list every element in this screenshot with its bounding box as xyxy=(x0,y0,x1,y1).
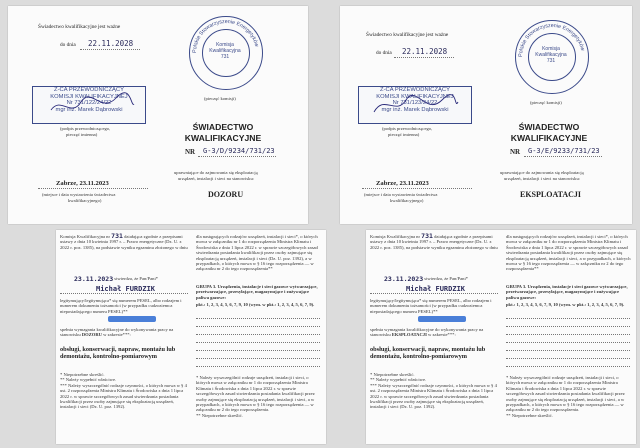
seal-center-1: Komisja xyxy=(216,42,234,48)
devices-note-2: ** Niepotrzebne skreślić. xyxy=(506,412,553,418)
note-2: ** Należy wypełnić właściwe. xyxy=(370,377,427,383)
redaction-bar xyxy=(108,316,156,322)
group-points: pkt.: 1, 2, 3, 4, 5, 6, 7, 9, 10 (wym. w pkt.: 1, 2, 3, 4, 5, 6, 7, 9). xyxy=(196,302,315,307)
devices-intro: dla następujących rodzajów urządzeń, instalacji i sieci*, o których mowa w załączniku nr 1 do rozporządzenia Ministra Klimatu i Środowiska z dnia 1 lipca 2022 r. w sprawie szczegółowych zasad stwierdzania posiadania kwalifikacji przez osoby zajmujące się eksploatacją urządzeń, instalacji i sieci, a w przypadkach, o których mowa w § 16 tego rozporządzenia — w załączniku nr 2 do tego rozporządzenia** xyxy=(506,234,631,272)
authorization-line-2: urządzeń, instalacji i sieci na stanowisku: xyxy=(504,176,581,181)
note-1: * Niepotrzebne skreślić. xyxy=(60,372,105,377)
meets-text: spełnia wymagania kwalifikacyjne do wykonywania pracy na stanowisku xyxy=(60,327,174,338)
svg-text:Polskie Stowarzyszenie Energet: Polskie Stowarzyszenie Energetyków xyxy=(191,18,260,54)
validity-until-label: do dnia xyxy=(376,50,392,56)
seal-center-2: Kwalifikacyjna xyxy=(535,52,567,58)
redaction-bar xyxy=(418,316,466,322)
position-title: EKSPLOATACJI xyxy=(520,190,582,199)
person-name: Michał FURDZIK xyxy=(406,285,466,293)
seal-center-3: 731 xyxy=(220,54,230,60)
group-points: pkt.: 1, 2, 3, 4, 5, 6, 7, 9, 10 (wym. w pkt.: 1, 2, 3, 4, 5, 6, 7, 9). xyxy=(506,302,625,307)
title-line-1: ŚWIADECTWO xyxy=(518,122,580,132)
stamp-line-1: Z-CA PRZEWODNICZĄCY xyxy=(54,87,124,93)
authorization-line-1: uprawniające do zajmowania się eksploatacją xyxy=(500,170,584,175)
validity-label: Świadectwo kwalifikacyjne jest ważne xyxy=(38,24,121,30)
devices-note-1: * Należy wyszczególnić rodzaje urządzeń, instalacji i sieci, o których mowa w załączniku nr 1 do rozporządzenia Ministra Klimatu i Środowiska z dnia 1 lipca 2022 r. w sprawie szczegółowych zasad stwierdzania posiadania kwalifikacji przez osoby zajmujące się eksploatacją urządzeń, instalacji i sieci, a w przypadkach, o których mowa w § 16 tego rozporządzenia — w załączniku nr 2 do tego rozporządzenia. xyxy=(196,375,315,413)
certificate-number: G-3/D/9234/731/23 xyxy=(203,147,275,155)
meets-text: spełnia wymagania kwalifikacyjne do wykonywania pracy na stanowisku xyxy=(370,327,484,338)
place-caption-2: kwalifikacyjnego) xyxy=(68,198,102,203)
title-line-2: KWALIFIKACYJNE xyxy=(184,133,262,143)
validity-date: 22.11.2028 xyxy=(88,39,134,48)
commission-number: 731 xyxy=(111,232,123,240)
title-line-1: ŚWIADECTWO xyxy=(192,122,254,132)
chair-caption-2: pieczęć imienna) xyxy=(388,132,420,137)
commission-label: Komisja Kwalifikacyjna nr xyxy=(60,234,111,239)
note-3: *** Należy wyszczególnić rodzaje czynności, o których mowa w § 4 ust. 2 rozporządzenia Ministra Klimatu i Środowiska z dnia 1 lipca 2022 r. w sprawie szczegółowych zasad stwierdzania posiadania kwalifikacji przez osoby zajmujące się eksploatacją urządzeń, instalacji i sieci (Dz. U. poz. 1392). xyxy=(370,382,497,410)
validity-date: 22.11.2028 xyxy=(402,47,448,56)
certificate-number: G-3/E/9233/731/23 xyxy=(528,147,600,155)
person-name: Michał FURDZIK xyxy=(96,285,156,293)
commission-body: działająca zgodnie z przepisami ustawy z dnia 10 kwietnia 1997 r. – Prawo energetyczne (Dz. U. z 2022 r. poz. 1385), na podstawie wyniku egzaminu złożonego w dniu xyxy=(370,234,498,250)
certificate-front-eksploatacji xyxy=(340,6,632,224)
commission-number: 731 xyxy=(421,232,433,240)
signature xyxy=(370,88,460,124)
place-caption-1: (miejsce i data wystawienia świadectwa xyxy=(42,192,116,197)
certificate-back-dozoru xyxy=(56,230,326,444)
signature xyxy=(46,88,136,124)
place-date: Zabrze, 23.11.2023 xyxy=(56,180,109,187)
statement-label: , stwierdza, że Pan/Pani* xyxy=(112,276,159,281)
svg-text:Polskie Stowarzyszenie Energet: Polskie Stowarzyszenie Energetyków xyxy=(517,22,586,58)
certificate-back-eksploatacji xyxy=(366,230,636,444)
stamp-line-2: KOMISJI KWALIFIKACYJNEJ xyxy=(376,93,454,100)
group-text: GRUPA 3. Urządzenia, instalacje i sieci gazowe wytwarzające, przetwarzające, przesyłające, magazynujące i zużywające paliwa gazowe: xyxy=(506,284,628,300)
nr-label: NR xyxy=(510,148,521,156)
devices-note-2: ** Niepotrzebne skreślić. xyxy=(196,412,243,418)
note-2: ** Należy wypełnić właściwe. xyxy=(60,377,117,383)
meets-position: EKSPLOATACJI xyxy=(391,332,427,338)
chair-caption-1: (podpis przewodniczącego, xyxy=(60,126,111,131)
id-text: legitymujący/legitymująca* się numerem PESEL, albo rodzajem i numerem dokumentu tożsamości (w przypadku cudzoziemca nieposiadającego numeru PESEL)** xyxy=(60,298,182,314)
validity-label: Świadectwo kwalifikacyjne jest ważne xyxy=(366,32,449,38)
chair-caption-2: pieczęć imienna) xyxy=(66,132,98,137)
note-3: *** Należy wyszczególnić rodzaje czynności, o których mowa w § 4 ust. 2 rozporządzenia Ministra Klimatu i Środowiska z dnia 1 lipca 2022 r. w sprawie szczegółowych zasad stwierdzania posiadania kwalifikacji przez osoby zajmujące się eksploatacją urządzeń, instalacji i sieci (Dz. U. poz. 1392). xyxy=(60,382,187,410)
statement-label: , stwierdza, że Pan/Pani* xyxy=(422,276,469,281)
seal-center-1: Komisja xyxy=(542,46,560,52)
scope-text: obsługi, konserwacji, napraw, montażu lub demontażu, kontrolno-pomiarowym xyxy=(370,346,486,361)
stamp-line-1: Z-CA PRZEWODNICZĄCY xyxy=(380,87,450,93)
stamp-line-2: KOMISJI KWALIFIKACYJNEJ xyxy=(50,93,128,100)
stamp-line-3: Nr 731/123/24/22 xyxy=(392,100,438,107)
commission-body: działająca zgodnie z przepisami ustawy z dnia 10 kwietnia 1997 r. – Prawo energetyczne (Dz. U. z 2022 r. poz. 1385), na podstawie wyniku egzaminu złożonego w dniu xyxy=(60,234,188,250)
place-caption-1: (miejsce i data wystawienia świadectwa xyxy=(364,192,438,197)
meets-position: DOZORU xyxy=(81,332,102,338)
group-text: GRUPA 3. Urządzenia, instalacje i sieci gazowe wytwarzające, przetwarzające, przesyłające, magazynujące i zużywające paliwa gazowe: xyxy=(196,284,318,300)
exam-date: 23.11.2023 xyxy=(384,275,424,283)
stamp-line-4: mgr inż. Marek Dąbrowski xyxy=(55,106,123,113)
seal-center-3: 731 xyxy=(546,58,556,64)
seal-caption: (pieczęć komisji) xyxy=(204,96,236,101)
seal-center-2: Kwalifikacyjna xyxy=(209,48,241,54)
scope-suffix: w zakresie***: xyxy=(428,332,456,338)
position-title: DOZORU xyxy=(208,190,244,199)
validity-until-label: do dnia xyxy=(60,42,76,48)
note-1: * Niepotrzebne skreślić. xyxy=(370,372,415,377)
authorization-line-1: uprawniające do zajmowania się eksploatacją xyxy=(174,170,258,175)
exam-date: 23.11.2023 xyxy=(74,275,114,283)
certificate-front-dozoru xyxy=(8,6,308,224)
chair-caption-1: (podpis przewodniczącego, xyxy=(382,126,433,131)
commission-label: Komisja Kwalifikacyjna nr xyxy=(370,234,421,239)
nr-label: NR xyxy=(185,148,196,156)
place-caption-2: kwalifikacyjnego) xyxy=(390,198,424,203)
devices-intro: dla następujących rodzajów urządzeń, instalacji i sieci*, o których mowa w załączniku nr 1 do rozporządzenia Ministra Klimatu i Środowiska z dnia 1 lipca 2022 r. w sprawie szczegółowych zasad stwierdzania posiadania kwalifikacji przez osoby zajmujące się eksploatacją urządzeń, instalacji i sieci (Dz. U. poz. 1392), a w przypadkach, o których mowa w § 16 tego rozporządzenia — w załączniku nr 2 do tego rozporządzenia** xyxy=(196,234,318,272)
devices-note-1: * Należy wyszczególnić rodzaje urządzeń, instalacji i sieci, o których mowa w załączniku nr 1 do rozporządzenia Ministra Klimatu i Środowiska z dnia 1 lipca 2022 r. w sprawie szczegółowych zasad stwierdzania posiadania kwalifikacji przez osoby zajmujące się eksploatacją urządzeń, instalacji i sieci, a w przypadkach, o których mowa w § 16 tego rozporządzenia — w załączniku nr 2 do tego rozporządzenia. xyxy=(506,375,625,413)
authorization-line-2: urządzeń, instalacji i sieci na stanowisku: xyxy=(178,176,255,181)
title-line-2: KWALIFIKACYJNE xyxy=(510,133,588,143)
stamp-line-4: mgr inż. Marek Dąbrowski xyxy=(381,106,449,113)
scope-suffix: w zakresie***: xyxy=(103,332,131,338)
place-date: Zabrze, 23.11.2023 xyxy=(376,180,429,187)
stamp-line-3: Nr 731/122/24/22 xyxy=(66,100,112,107)
id-text: legitymujący/legitymująca* się numerem PESEL, albo rodzajem i numerem dokumentu tożsamości (w przypadku cudzoziemca nieposiadającego numeru PESEL)** xyxy=(370,298,492,314)
scope-text: obsługi, konserwacji, napraw, montażu lub demontażu, kontrolno-pomiarowym xyxy=(60,346,176,361)
seal-caption: (pieczęć komisji) xyxy=(530,100,562,105)
